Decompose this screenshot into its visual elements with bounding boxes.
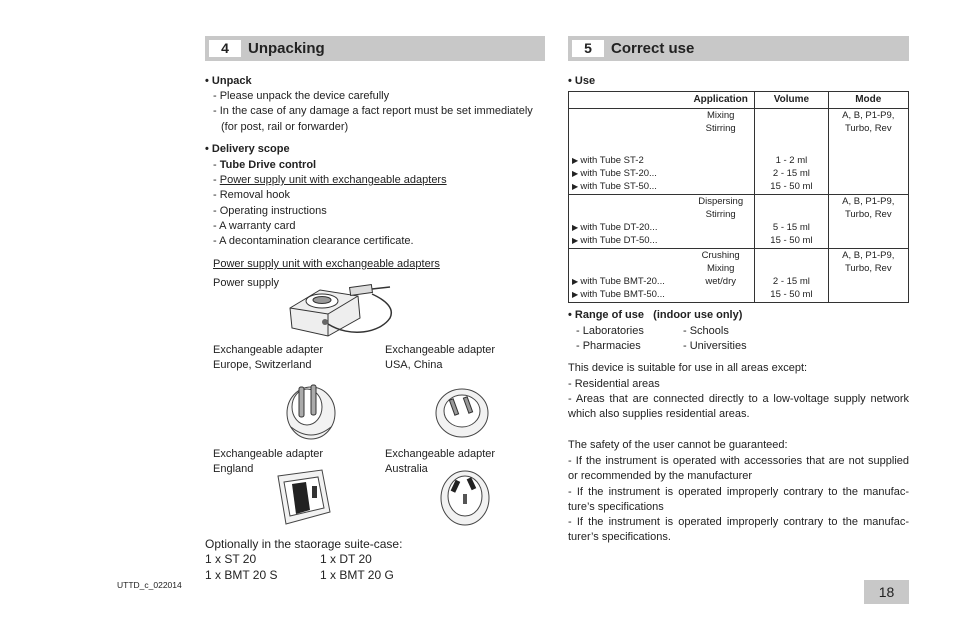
unpack-heading: • Unpack <box>205 74 252 89</box>
safety-item: - If the instrument is operated with accessories that are not supplied or recommended by the manufacturer <box>568 455 909 482</box>
unpack-line: (for post, rail or forwarder) <box>221 121 349 133</box>
unpack-line: - In the case of any damage a fact report must be set immediately <box>213 105 533 117</box>
application-cell: Mixing Stirring <box>687 109 755 195</box>
england-adapter-image <box>270 466 336 530</box>
delivery-item: - Power supply unit with exchangeable adapters <box>213 174 447 186</box>
except-item: - Areas that are connected directly to a low-voltage supply network which also supplies residential areas. <box>568 393 909 420</box>
range-item: - Schools <box>683 325 729 337</box>
unpack-line: - Please unpack the device carefully <box>213 90 390 102</box>
suitable-text: This device is suitable for use in all areas except: <box>568 362 808 374</box>
delivery-item: - Operating instructions <box>213 205 327 217</box>
table-row <box>569 195 909 249</box>
optional-item: 1 x BMT 20 G <box>320 568 394 582</box>
usa-adapter-image <box>432 383 492 441</box>
psu-heading: Power supply unit with exchangeable adapters <box>213 258 440 270</box>
page-number: 18 <box>864 580 909 604</box>
volume-cell: 1 - 2 ml 2 - 15 ml 15 - 50 ml <box>755 109 828 195</box>
europe-adapter-image <box>277 377 345 443</box>
table-header: Volume <box>755 92 828 109</box>
delivery-item: - A decontamination clearance certificate. <box>213 235 414 247</box>
safety-text: The safety of the user cannot be guaranteed: <box>568 439 788 451</box>
safety-item: - If the instrument is operated improperly contrary to the manufac-turer’s specifications. <box>568 516 909 543</box>
table-row <box>569 109 909 195</box>
section-4-header <box>205 36 545 61</box>
section-title: Unpacking <box>248 40 325 57</box>
optional-item: 1 x ST 20 <box>205 552 257 566</box>
except-item: - Residential areas <box>568 378 660 390</box>
use-heading: • Use <box>568 74 595 89</box>
table-header-row <box>569 92 909 109</box>
delivery-item: - Removal hook <box>213 189 291 201</box>
table-header: Application <box>687 92 755 109</box>
table-header: Mode <box>828 92 908 109</box>
power-supply-image <box>280 278 400 343</box>
range-item: - Universities <box>683 340 747 352</box>
table-row <box>569 249 909 303</box>
range-item: - Pharmacies <box>576 340 641 352</box>
section-5-header <box>568 36 909 61</box>
delivery-item: - A warranty card <box>213 220 296 232</box>
safety-item: - If the instrument is operated improperly contrary to the manufac-ture’s specifications <box>568 486 909 513</box>
mode-cell: A, B, P1-P9, Turbo, Rev <box>828 195 908 249</box>
mode-cell: A, B, P1-P9, Turbo, Rev <box>828 109 908 195</box>
application-cell: Crushing Mixing wet/dry <box>687 249 755 303</box>
adapter-label-1: Exchangeable adapter Europe, Switzerland <box>213 344 324 371</box>
adapter-label-3: Exchangeable adapter England <box>213 448 324 475</box>
volume-cell: 5 - 15 ml 15 - 50 ml <box>755 195 828 249</box>
delivery-heading: • Delivery scope <box>205 142 290 157</box>
optional-item: 1 x BMT 20 S <box>205 568 278 582</box>
delivery-item: - Tube Drive control <box>213 159 317 171</box>
mode-cell: A, B, P1-P9, Turbo, Rev <box>828 249 908 303</box>
optional-text: Optionally in the staorage suite-case: <box>205 537 403 551</box>
document-code: UTTD_c_022014 <box>117 580 182 590</box>
optional-item: 1 x DT 20 <box>320 552 372 566</box>
range-item: - Laboratories <box>576 325 644 337</box>
volume-cell: 2 - 15 ml 15 - 50 ml <box>755 249 828 303</box>
tube-cell: ▶ with Tube DT-20... ▶ with Tube DT-50... <box>569 195 688 249</box>
range-heading: • Range of use (indoor use only) <box>568 308 742 323</box>
adapter-label-2: Exchangeable adapter USA, China <box>385 344 496 371</box>
table-header-blank <box>569 92 688 109</box>
tube-cell: ▶ with Tube ST-2 ▶ with Tube ST-20... ▶ with Tube ST-50... <box>569 109 688 195</box>
section-title: Correct use <box>611 40 695 57</box>
section-number: 5 <box>572 40 604 57</box>
adapter-label-4: Exchangeable adapter Australia <box>385 448 496 475</box>
tube-cell: ▶ with Tube BMT-20... ▶ with Tube BMT-50... <box>569 249 688 303</box>
use-table <box>568 91 909 303</box>
power-supply-label: Power supply <box>213 277 280 289</box>
application-cell: Dispersing Stirring <box>687 195 755 249</box>
section-number: 4 <box>209 40 241 57</box>
australia-adapter-image <box>437 466 493 528</box>
